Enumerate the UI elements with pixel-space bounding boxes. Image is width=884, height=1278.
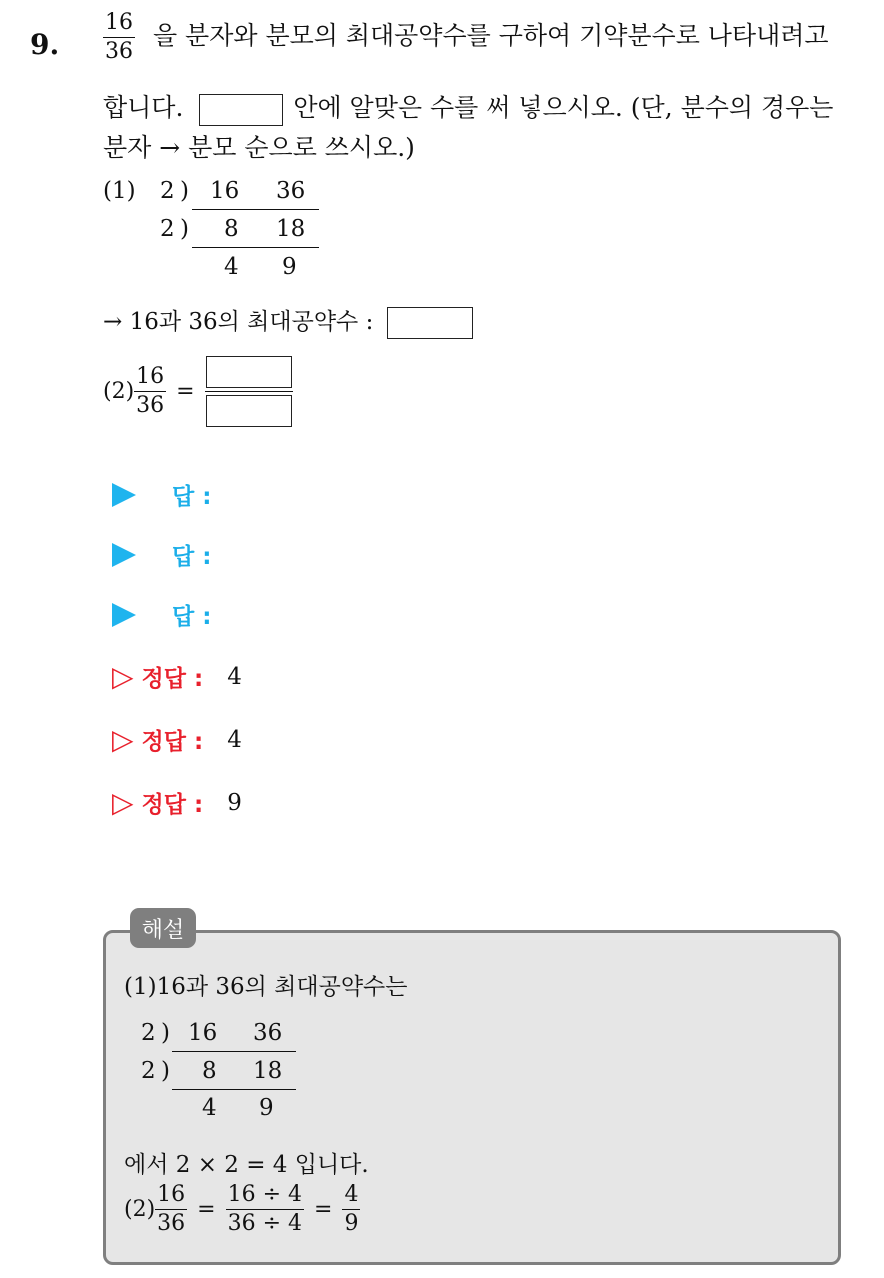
gcd-blank-box: [387, 307, 473, 339]
play-triangle-icon: [112, 543, 136, 567]
solution-tag: 해설: [130, 908, 196, 948]
outline-triangle-icon: ▷: [112, 659, 134, 693]
correct-answer-row: [112, 786, 242, 819]
fraction-numerator: 16: [157, 1182, 186, 1207]
ladder-value: 8: [224, 216, 239, 242]
solution-fraction: [155, 1184, 187, 1235]
solution-ladder-value: 8: [202, 1058, 217, 1084]
question-line-3: 분자 → 분모 순으로 쓰시오.): [103, 133, 415, 162]
outline-triangle-icon: ▷: [112, 785, 134, 819]
solution-ladder-paren: ): [161, 1020, 170, 1046]
numerator-blank-box: [206, 356, 292, 388]
ladder-value: 16: [210, 178, 240, 204]
ladder-value: 9: [282, 254, 297, 280]
fraction-numerator: 16: [105, 10, 133, 35]
solution-line-1: (1)16과 36의 최대공약수는: [124, 974, 408, 1000]
fraction-denominator: 36: [105, 39, 133, 64]
solution-ladder-value: 9: [259, 1095, 274, 1121]
correct-label: 정답 :: [141, 666, 204, 692]
equals-sign: =: [197, 1197, 216, 1222]
answer-row: [112, 538, 211, 571]
correct-value: 9: [227, 789, 242, 816]
solution-ladder-rule: [172, 1089, 296, 1090]
solution-ladder-divisor: 2: [141, 1020, 156, 1046]
solution-ladder-divisor: 2: [141, 1058, 156, 1084]
solution-ladder-value: 16: [188, 1020, 218, 1046]
outline-triangle-icon: ▷: [112, 722, 134, 756]
answer-fraction-boxes: [205, 356, 293, 427]
correct-value: 4: [227, 663, 242, 690]
solution-part2-line: [124, 1184, 360, 1235]
question-text-2b: 안에 알맞은 수를 써 넣으시오. (단, 분수의 경우는: [293, 93, 834, 122]
part2-fraction: [134, 366, 166, 417]
fraction-denominator: 36: [157, 1211, 186, 1236]
denominator-blank-box: [206, 395, 292, 427]
solution-ladder-value: 4: [202, 1095, 217, 1121]
solution-part2-label: (2): [124, 1197, 156, 1222]
ladder-rule: [192, 247, 319, 248]
solution-fraction: [342, 1184, 360, 1235]
play-triangle-icon: [112, 483, 136, 507]
fraction-numerator: 16 ÷ 4: [227, 1182, 303, 1207]
play-triangle-icon: [112, 603, 136, 627]
answer-label: 답 :: [172, 604, 212, 630]
fraction-bar: [205, 391, 293, 392]
solution-fraction: [226, 1184, 304, 1235]
ladder-divisor: 2: [160, 216, 175, 242]
ladder-value: 4: [224, 254, 239, 280]
equals-sign: =: [314, 1197, 333, 1222]
answer-label: 답 :: [172, 484, 212, 510]
solution-ladder-value: 18: [253, 1058, 283, 1084]
blank-box-inline: [199, 94, 283, 126]
answer-row: [112, 598, 211, 631]
fraction-numerator: 4: [344, 1182, 359, 1207]
ladder-divisor: 2: [160, 178, 175, 204]
answer-row: [112, 478, 211, 511]
part1-label: (1): [103, 178, 136, 204]
solution-ladder-paren: ): [161, 1058, 170, 1084]
question-line-2: [103, 88, 833, 126]
equals-sign: =: [176, 379, 195, 404]
ladder-value: 18: [276, 216, 306, 242]
gcd-line: [103, 303, 473, 339]
solution-ladder-value: 36: [253, 1020, 283, 1046]
fraction-denominator: 9: [344, 1211, 359, 1236]
fraction-denominator: 36: [136, 393, 165, 418]
question-fraction: [103, 12, 135, 63]
part2-line: [103, 356, 293, 427]
correct-label: 정답 :: [141, 729, 204, 755]
correct-answer-row: [112, 660, 242, 693]
correct-answer-row: [112, 723, 242, 756]
question-line-1: [103, 12, 829, 63]
ladder-paren: ): [180, 178, 189, 204]
solution-result-line: 에서 2 × 2 = 4 입니다.: [124, 1152, 369, 1178]
ladder-value: 36: [276, 178, 306, 204]
question-number: 9.: [30, 28, 60, 61]
question-text-1: 을 분자와 분모의 최대공약수를 구하여 기약분수로 나타내려고: [152, 21, 829, 50]
question-text-2a: 합니다.: [103, 93, 184, 122]
correct-label: 정답 :: [141, 792, 204, 818]
ladder-rule: [192, 209, 319, 210]
ladder-paren: ): [180, 216, 189, 242]
fraction-denominator: 36 ÷ 4: [227, 1211, 303, 1236]
part2-label: (2): [103, 379, 135, 404]
solution-ladder-rule: [172, 1051, 296, 1052]
answer-label: 답 :: [172, 544, 212, 570]
fraction-numerator: 16: [136, 364, 165, 389]
correct-value: 4: [227, 726, 242, 753]
gcd-text: → 16과 36의 최대공약수 :: [103, 309, 374, 335]
